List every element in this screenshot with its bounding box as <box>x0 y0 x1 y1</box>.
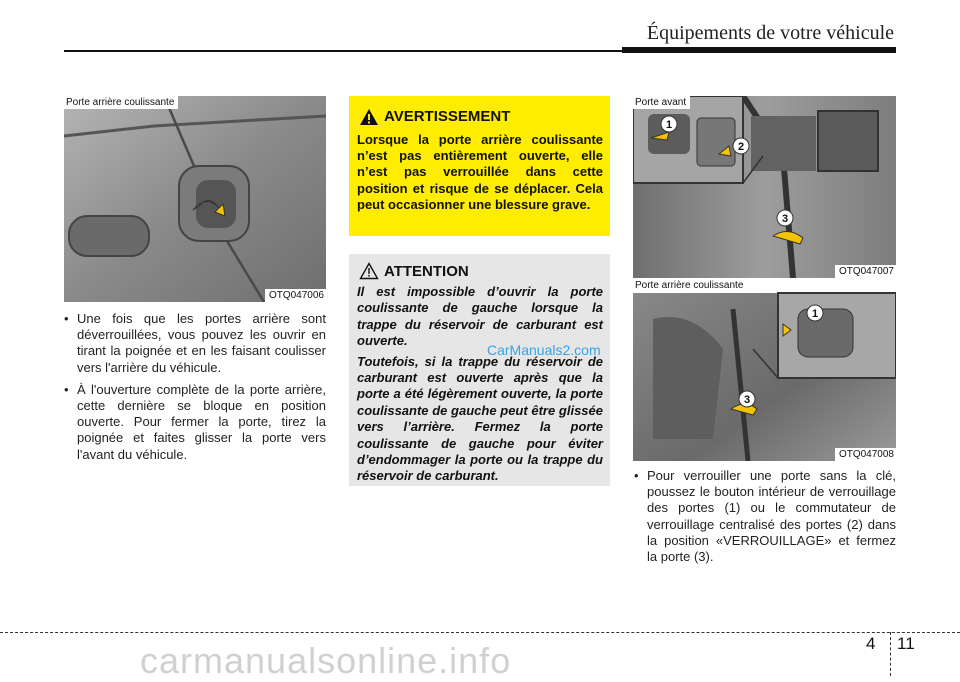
footer-separator <box>890 632 891 676</box>
left-bullet-list <box>64 311 326 469</box>
marker-3: 3 <box>781 213 789 225</box>
attention-paragraph: Il est impossible d’ouvrir la porte coulissante de gauche lorsque la trappe du réservoir de carburant est ouverte. <box>357 284 603 349</box>
marker-3: 3 <box>743 394 751 406</box>
photo-code: OTQ047006 <box>265 289 326 302</box>
list-item: • À l'ouverture complète de la porte arrière, cette dernière se bloque en position ouverte. Pour fermer la porte, tirez la poignée et faites glisser la porte vers l'avant du véhicule. <box>64 381 326 462</box>
photo-sliding-door-handle <box>64 96 326 302</box>
header-tab-bar <box>622 47 896 53</box>
bullet-text: Une fois que les portes arrière sont déverrouillées, vous pouvez les ouvrir en tirant la poignée et en les faisant coulisser vers l'arrière du véhicule. <box>77 311 326 375</box>
photo-caption: Porte arrière coulissante <box>64 96 178 109</box>
marker-1: 1 <box>665 119 673 131</box>
list-item: • Une fois que les portes arrière sont déverrouillées, vous pouvez les ouvrir en tirant la poignée et en les faisant coulisser vers l'arrière du véhicule. <box>64 311 326 375</box>
attention-paragraph: Toutefois, si la trappe du réservoir de carburant est ouverte après que la porte a été légèrement ouverte, la porte coulissante de gauche peut être glissée vers l’arrière. Fermez la porte coulissante de gauche pour éviter d’endommager la porte ou la trappe du réservoir de carburant. <box>357 353 603 484</box>
bullet-text: À l'ouverture complète de la porte arrière, cette dernière se bloque en position ouverte. Pour fermer la porte, tirez la poignée et faites glisser la porte vers l'avant du véhicule. <box>77 381 326 462</box>
attention-title: ATTENTION <box>384 263 469 280</box>
chapter-number: 4 <box>866 634 876 653</box>
photo-front-door <box>633 96 896 278</box>
warning-title: AVERTISSEMENT <box>384 108 511 125</box>
marker-1: 1 <box>811 308 819 320</box>
bullet-text: Pour verrouiller une porte sans la clé, poussez le bouton intérieur de verrouillage des portes (1) ou le commutateur de verrouillage centralisé des portes (2) dans la position «VERROUILLAGE» et fermez la porte (3). <box>647 468 896 565</box>
door-handle-illustration <box>64 96 326 302</box>
marker-2: 2 <box>737 141 745 153</box>
attention-box <box>349 254 610 486</box>
photo-caption: Porte avant <box>633 96 690 109</box>
front-door-illustration <box>633 96 896 278</box>
attention-body <box>357 284 603 489</box>
photo-rear-sliding-door <box>633 279 896 461</box>
page-number: 11 <box>897 634 915 653</box>
photo-caption: Porte arrière coulissante <box>633 279 747 292</box>
photo-code: OTQ047007 <box>835 265 896 278</box>
warning-body: Lorsque la porte arrière coulissante n’est pas entièrement ouverte, elle n’est pas verrouillée dans cette position et risque de se déplacer. Cela peut occasionner une blessure grave. <box>357 132 603 212</box>
page-header-title: Équipements de votre véhicule <box>646 22 894 44</box>
photo-code: OTQ047008 <box>835 448 896 461</box>
caution-triangle-icon <box>359 262 379 280</box>
list-item: • Pour verrouiller une porte sans la clé, poussez le bouton intérieur de verrouillage des portes (1) ou le commutateur de verrouillage centralisé des portes (2) dans la position «VERROUILLAGE» et fermez la porte (3). <box>634 468 896 565</box>
warning-triangle-icon <box>359 108 379 126</box>
site-watermark[interactable]: carmanualsonline.info <box>140 640 512 681</box>
watermark-link[interactable]: CarManuals2.com <box>487 342 601 358</box>
rear-door-illustration <box>633 279 896 461</box>
right-bullet-list <box>634 468 896 571</box>
warning-box <box>349 96 610 236</box>
footer-rule <box>0 632 960 633</box>
